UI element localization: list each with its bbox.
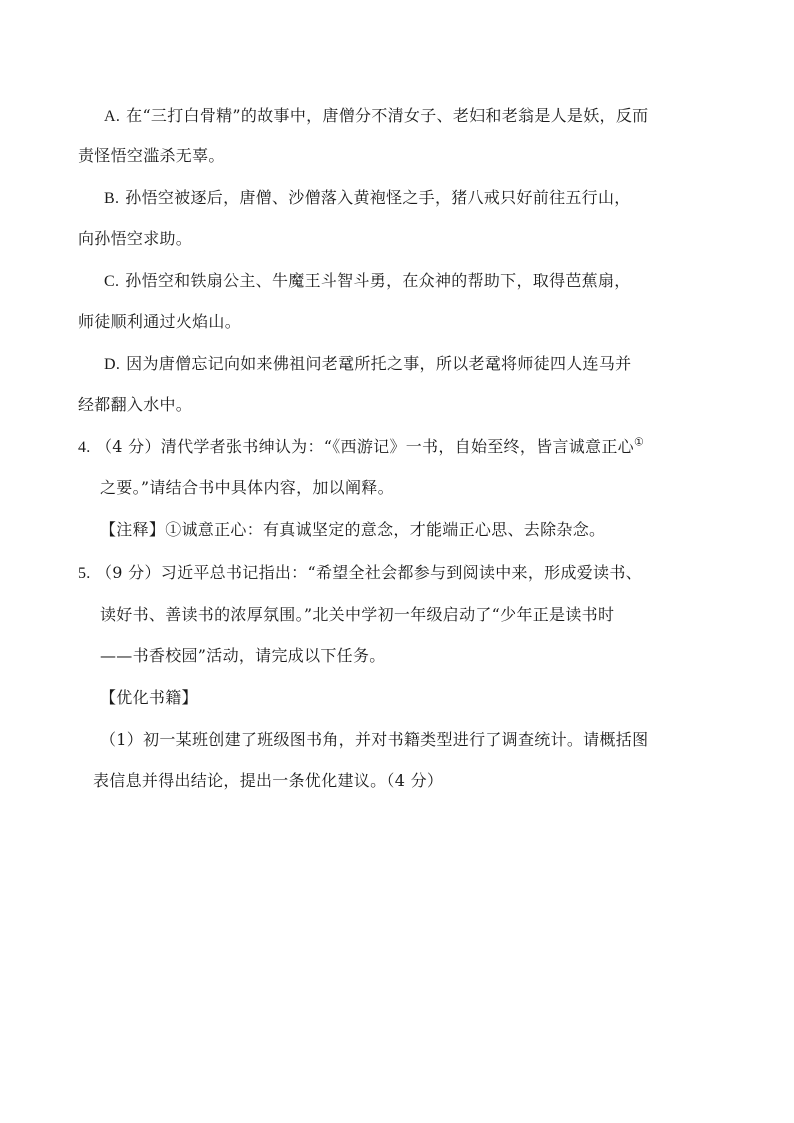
option-a-text: 在“三打白骨精”的故事中，唐僧分不清女子、老妇和老翁是人是妖，反而 <box>126 106 649 125</box>
question-4-line2: 之要。”请结合书中具体内容，加以阐释。 <box>100 478 394 497</box>
option-d-label: D. <box>104 356 121 373</box>
option-b-line2: 向孙悟空求助。 <box>78 229 193 248</box>
question-5-text: （9 分）习近平总书记指出：“希望全社会都参与到阅读中来，形成爱读书、 <box>96 563 642 582</box>
option-a-line2: 责怪悟空滥杀无辜。 <box>78 146 225 165</box>
option-a-label: A. <box>104 108 121 125</box>
option-b-text: 孙悟空被逐后，唐僧、沙僧落入黄袍怪之手，猪八戒只好前往五行山， <box>125 188 631 207</box>
subquestion-1-line1: （1）初一某班创建了班级图书角，并对书籍类型进行了调查统计。请概括图 <box>100 730 649 749</box>
option-c-line1 <box>104 271 631 292</box>
question-5-line2: 读好书、善读书的浓厚氛围。”北关中学初一年级启动了“少年正是读书时 <box>100 605 615 624</box>
question-4-text: （4 分）清代学者张书绅认为：“《西游记》一书，自始至终，皆言诚意正心 <box>96 437 634 456</box>
question-5-line1 <box>78 563 642 584</box>
option-a-line1 <box>104 106 648 127</box>
option-c-line2: 师徒顺利通过火焰山。 <box>78 312 242 331</box>
question-5-number: 5. <box>78 565 91 582</box>
option-b-label: B. <box>104 190 120 207</box>
question-4-note: 【注释】①诚意正心：有真诚坚定的意念，才能端正心思、去除杂念。 <box>100 520 606 539</box>
option-b-line1 <box>104 188 631 209</box>
option-c-label: C. <box>104 273 120 290</box>
option-c-text: 孙悟空和铁扇公主、牛魔王斗智斗勇，在众神的帮助下，取得芭蕉扇， <box>125 271 631 290</box>
option-d-text: 因为唐僧忘记向如来佛祖问老鼋所托之事，所以老鼋将师徒四人连马并 <box>126 354 632 373</box>
subquestion-1-line2: 表信息并得出结论，提出一条优化建议。（4 分） <box>93 771 444 790</box>
option-d-line1 <box>104 354 631 375</box>
question-4-number: 4. <box>78 439 91 456</box>
footnote-mark: ① <box>633 435 645 449</box>
option-d-line2: 经都翻入水中。 <box>78 395 193 414</box>
section-heading: 【优化书籍】 <box>100 688 198 707</box>
question-4-line1 <box>78 437 644 458</box>
question-5-line3: ——书香校园”活动，请完成以下任务。 <box>100 646 386 665</box>
